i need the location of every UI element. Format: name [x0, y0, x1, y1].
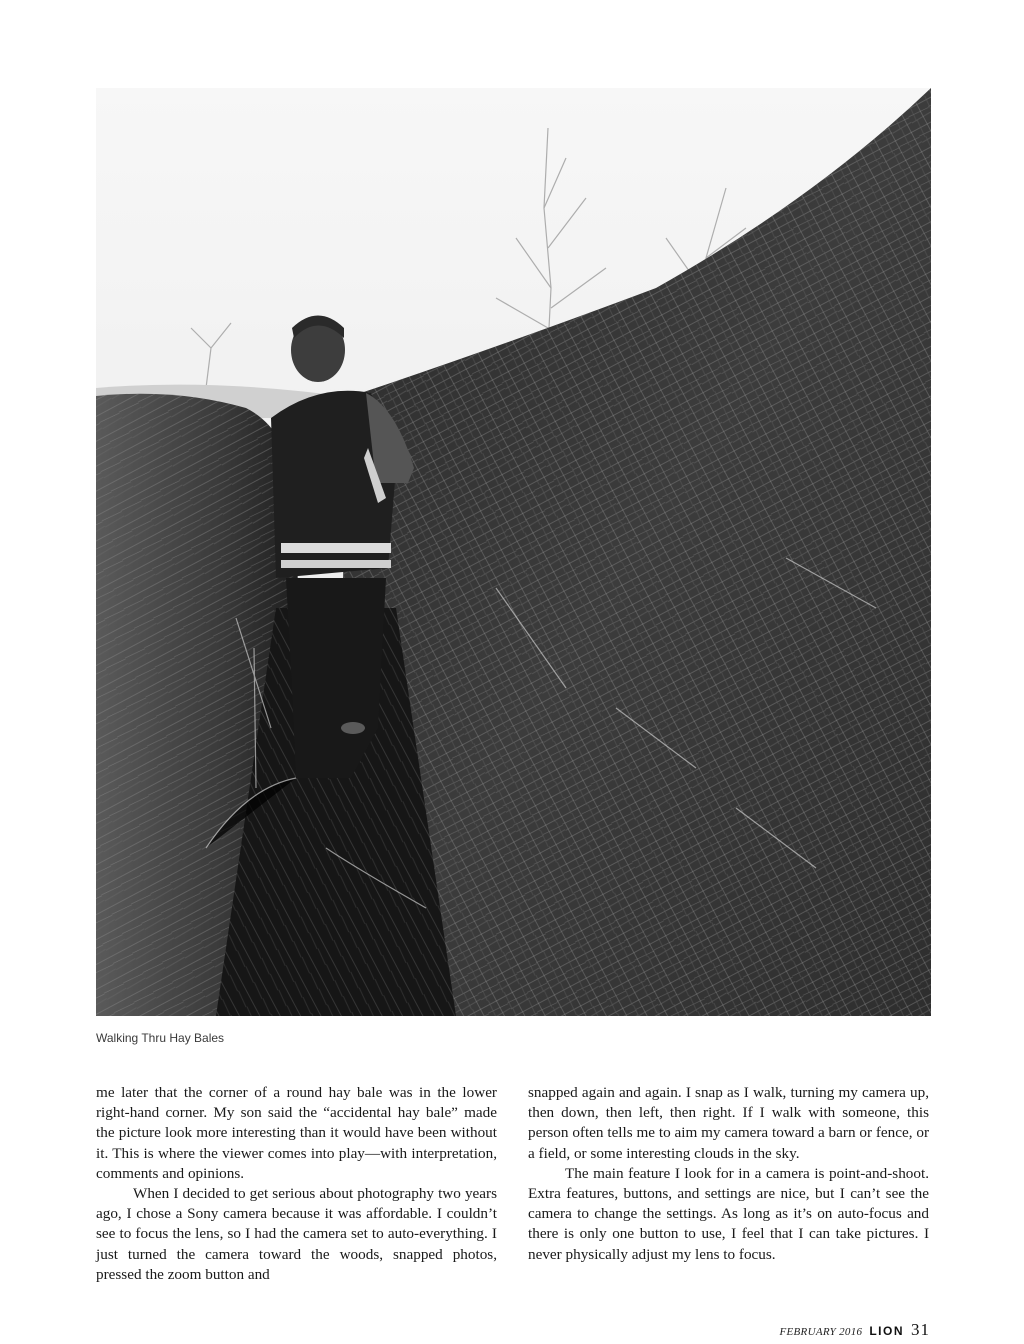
paragraph: When I decided to get serious about photography two years ago, I chose a Sony camera because it was affordable. I couldn’t see to focus the lens, so I had the camera set to auto-everything. I just turned the camera toward the woods, snapped photos, pressed the zoom button and [96, 1185, 497, 1283]
hay-bales-photo [96, 88, 931, 1016]
page-number: 31 [911, 1320, 930, 1339]
page-footer [780, 1320, 931, 1340]
paragraph: me later that the corner of a round hay bale was in the lower right-hand corner. My son said the “accidental hay bale” made the picture look more interesting than it would have been without it. This is where the viewer comes into play—with interpretation, comments and opinions. [96, 1084, 497, 1182]
magazine-name: LION [869, 1324, 904, 1338]
issue-date: FEBRUARY 2016 [779, 1326, 863, 1338]
article-left-column [96, 1083, 497, 1285]
article-right-column [528, 1083, 929, 1265]
photo-illustration [96, 88, 931, 1016]
paragraph: snapped again and again. I snap as I walk, turning my camera up, then down, then left, then right. If I walk with someone, this person often tells me to aim my camera toward a barn or fence, or a field, or some interesting clouds in the sky. [528, 1084, 929, 1162]
photo-caption: Walking Thru Hay Bales [96, 1031, 225, 1045]
paragraph: The main feature I look for in a camera is point-and-shoot. Extra features, buttons, and settings are nice, but I can’t see the camera to change the settings. As long as it’s on auto-focus and there is only one button to use, I feel that I can take pictures. I never physically adjust my lens to focus. [528, 1164, 929, 1263]
